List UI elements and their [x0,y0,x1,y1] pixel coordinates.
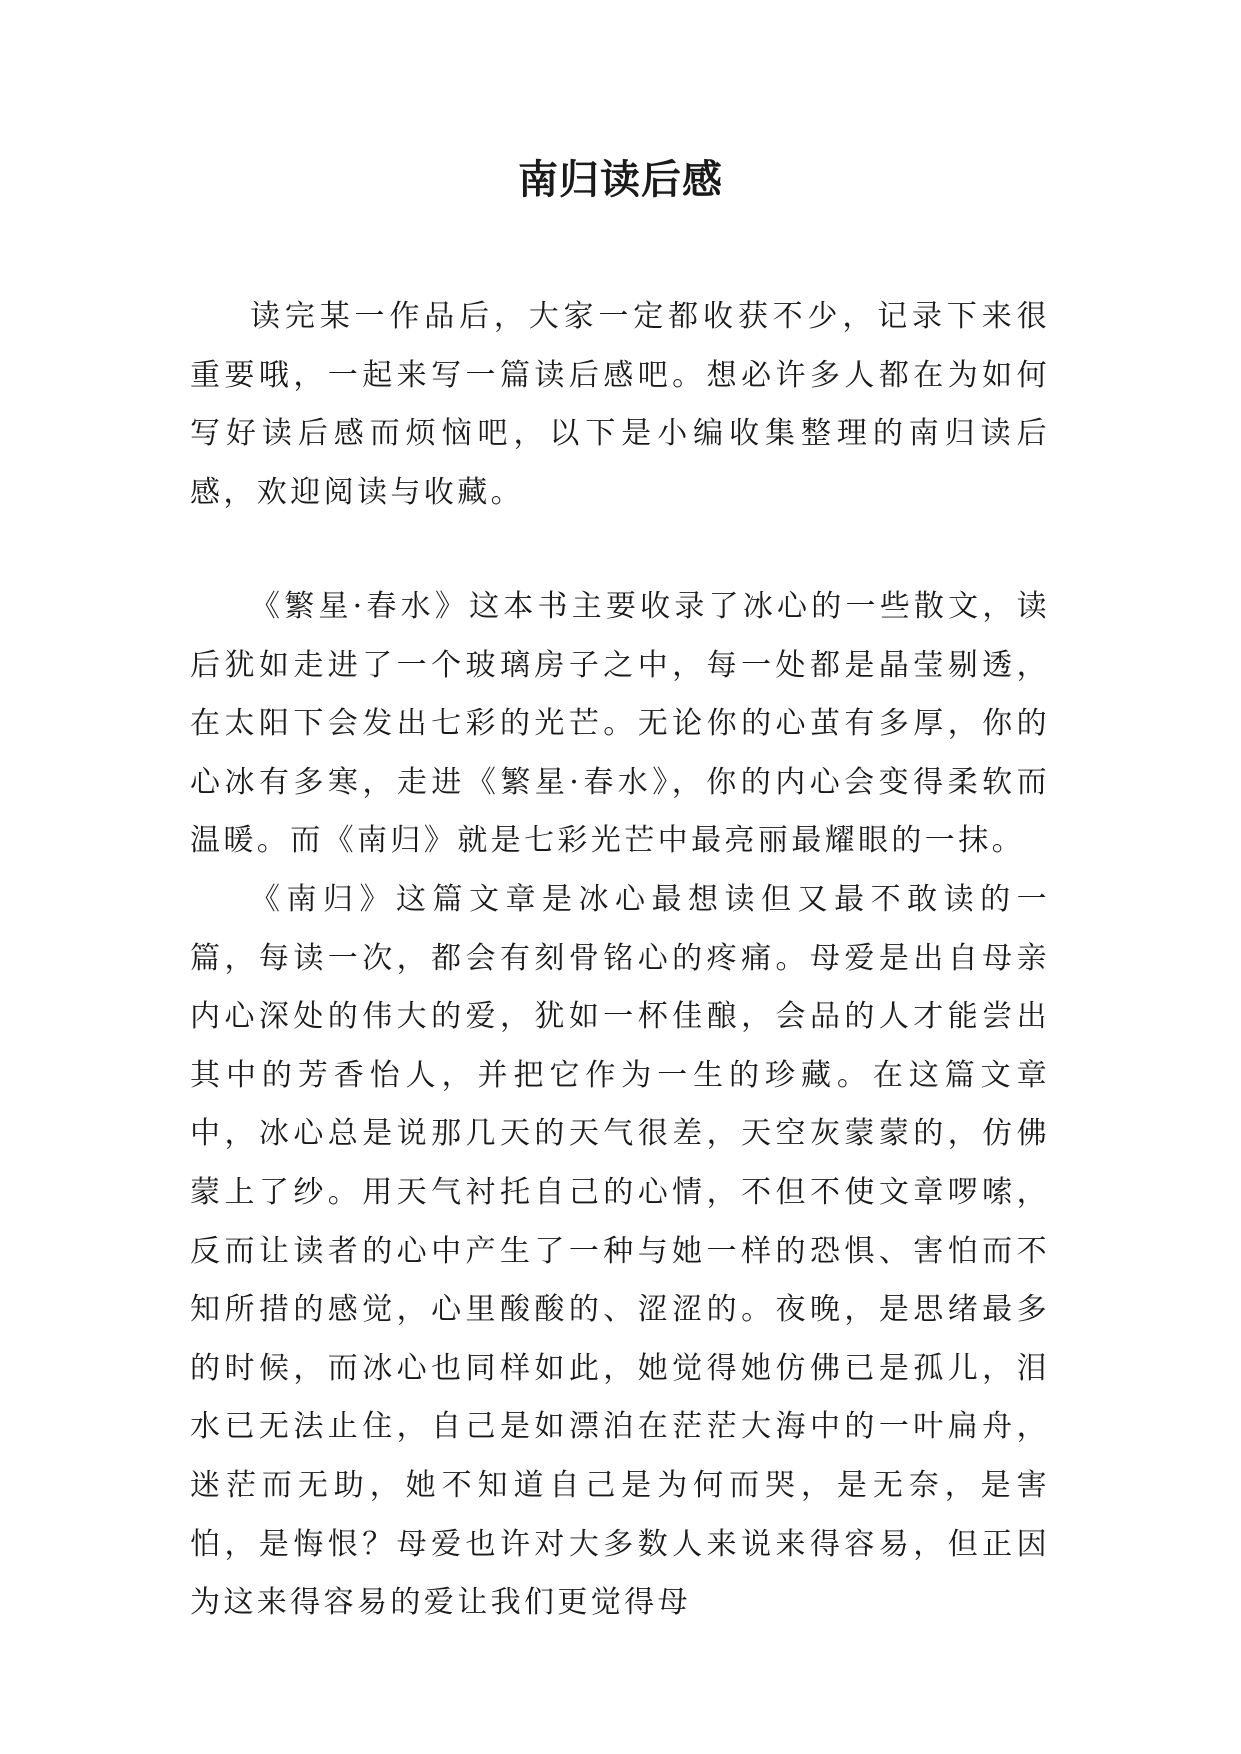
intro-paragraph: 读完某一作品后，大家一定都收获不少，记录下来很重要哦，一起来写一篇读后感吧。想必许多人都在为如何写好读后感而烦恼吧，以下是小编收集整理的南归读后感，欢迎阅读与收藏。 [190,299,1050,510]
body-paragraph: 《南归》这篇文章是冰心最想读但又最不敢读的一篇，每读一次，都会有刻骨铭心的疼痛。母爱是出自母亲内心深处的伟大的爱，犹如一杯佳酿，会品的人才能尝出其中的芳香怡人，并把它作为一生的珍藏。在这篇文章中，冰心总是说那几天的天气很差，天空灰蒙蒙的，仿佛蒙上了纱。用天气衬托自己的心情，不但不使文章啰嗦，反而让读者的心中产生了一种与她一样的恐惧、害怕而不知所措的感觉，心里酸酸的、涩涩的。夜晚，是思绪最多的时候，而冰心也同样如此，她觉得她仿佛已是孤儿，泪水已无法止住，自己是如漂泊在茫茫大海中的一叶扁舟，迷茫而无助，她不知道自己是为何而哭，是无奈，是害怕，是悔恨？母爱也许对大多数人来说来得容易，但正因为这来得容易的爱让我们更觉得母 [190,882,1050,1621]
document-title: 南归读后感 [518,157,723,203]
body-paragraph: 《繁星·春水》这本书主要收录了冰心的一些散文，读后犹如走进了一个玻璃房子之中，每一处都是晶莹剔透，在太阳下会发出七彩的光芒。无论你的心茧有多厚，你的心冰有多寒，走进《繁星·春水》，你的内心会变得柔软而温暖。而《南归》就是七彩光芒中最亮丽最耀眼的一抹。 [190,589,1050,859]
